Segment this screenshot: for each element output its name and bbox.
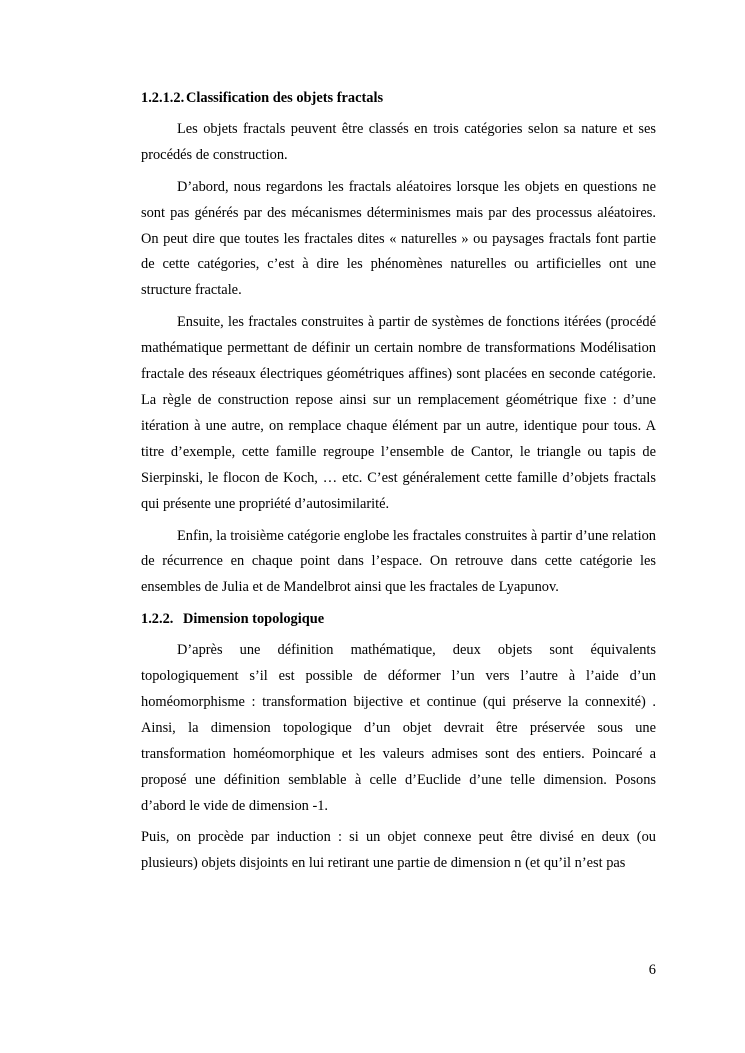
paragraph-ifs-fractals: Ensuite, les fractales construites à partir de systèmes de fonctions itérées (procédé mathématique permettant de définir un certain nombre de transformations Modélisation fractale des réseaux électriques géométriques affines) sont placées en seconde catégorie. La règle de construction repose ainsi sur un remplacement géométrique fixe : d’une itération à une autre, on remplace chaque élément par un autre, identique pour tous. A titre d’exemple, cette famille regroupe l’ensemble de Cantor, le triangle ou tapis de Sierpinski, le flocon de Koch, … etc. C’est généralement cette famille d’objets fractals qui présente une propriété d’autosimilarité. xyxy=(141,314,656,512)
section-heading-classification xyxy=(141,86,656,112)
paragraph-recurrence-fractals: Enfin, la troisième catégorie englobe les fractales construites à partir d’une relation de récurrence en chaque point dans l’espace. On retrouve dans cette catégorie les ensembles de Julia et de Mandelbrot ainsi que les fractales de Lyapunov. xyxy=(141,527,656,596)
section-heading-topological-dimension xyxy=(141,607,656,633)
page-number: 6 xyxy=(648,962,656,978)
paragraph-topological-definition: D’après une définition mathématique, deux objets sont équivalents topologiquement s’il est possible de déformer l’un vers l’autre à l’aide d’un homéomorphisme : transformation bijective et continue (qui préserve la connexité) . Ainsi, la dimension topologique d’un objet devrait être préservée sous une transformation homéomorphique et les valeurs admises sont des entiers. Poincaré a proposé une définition semblable à celle d’Euclide d’une telle dimension. Posons d’abord le vide de dimension -1. xyxy=(141,642,656,814)
paragraph-intro: Les objets fractals peuvent être classés en trois catégories selon sa nature et ses procédés de construction. xyxy=(141,120,656,163)
section-title: Classification des objets fractals xyxy=(186,90,384,106)
section-number: 1.2.1.2. xyxy=(141,90,185,106)
section-number: 1.2.2. xyxy=(141,611,174,628)
section-title: Dimension topologique xyxy=(183,611,325,628)
page-content xyxy=(141,86,656,883)
paragraph-induction: Puis, on procède par induction : si un objet connexe peut être divisé en deux (ou plusieurs) objets disjoints en lui retirant une partie de dimension n (et qu’il n’est pas xyxy=(141,829,656,872)
paragraph-random-fractals: D’abord, nous regardons les fractals aléatoires lorsque les objets en questions ne sont pas générés par des mécanismes déterminismes mais par des processus aléatoires. On peut dire que toutes les fractales dites « naturelles » ou paysages fractals font partie de cette catégories, c’est à dire les phénomènes naturelles ou artificielles ont une structure fractale. xyxy=(141,178,656,299)
